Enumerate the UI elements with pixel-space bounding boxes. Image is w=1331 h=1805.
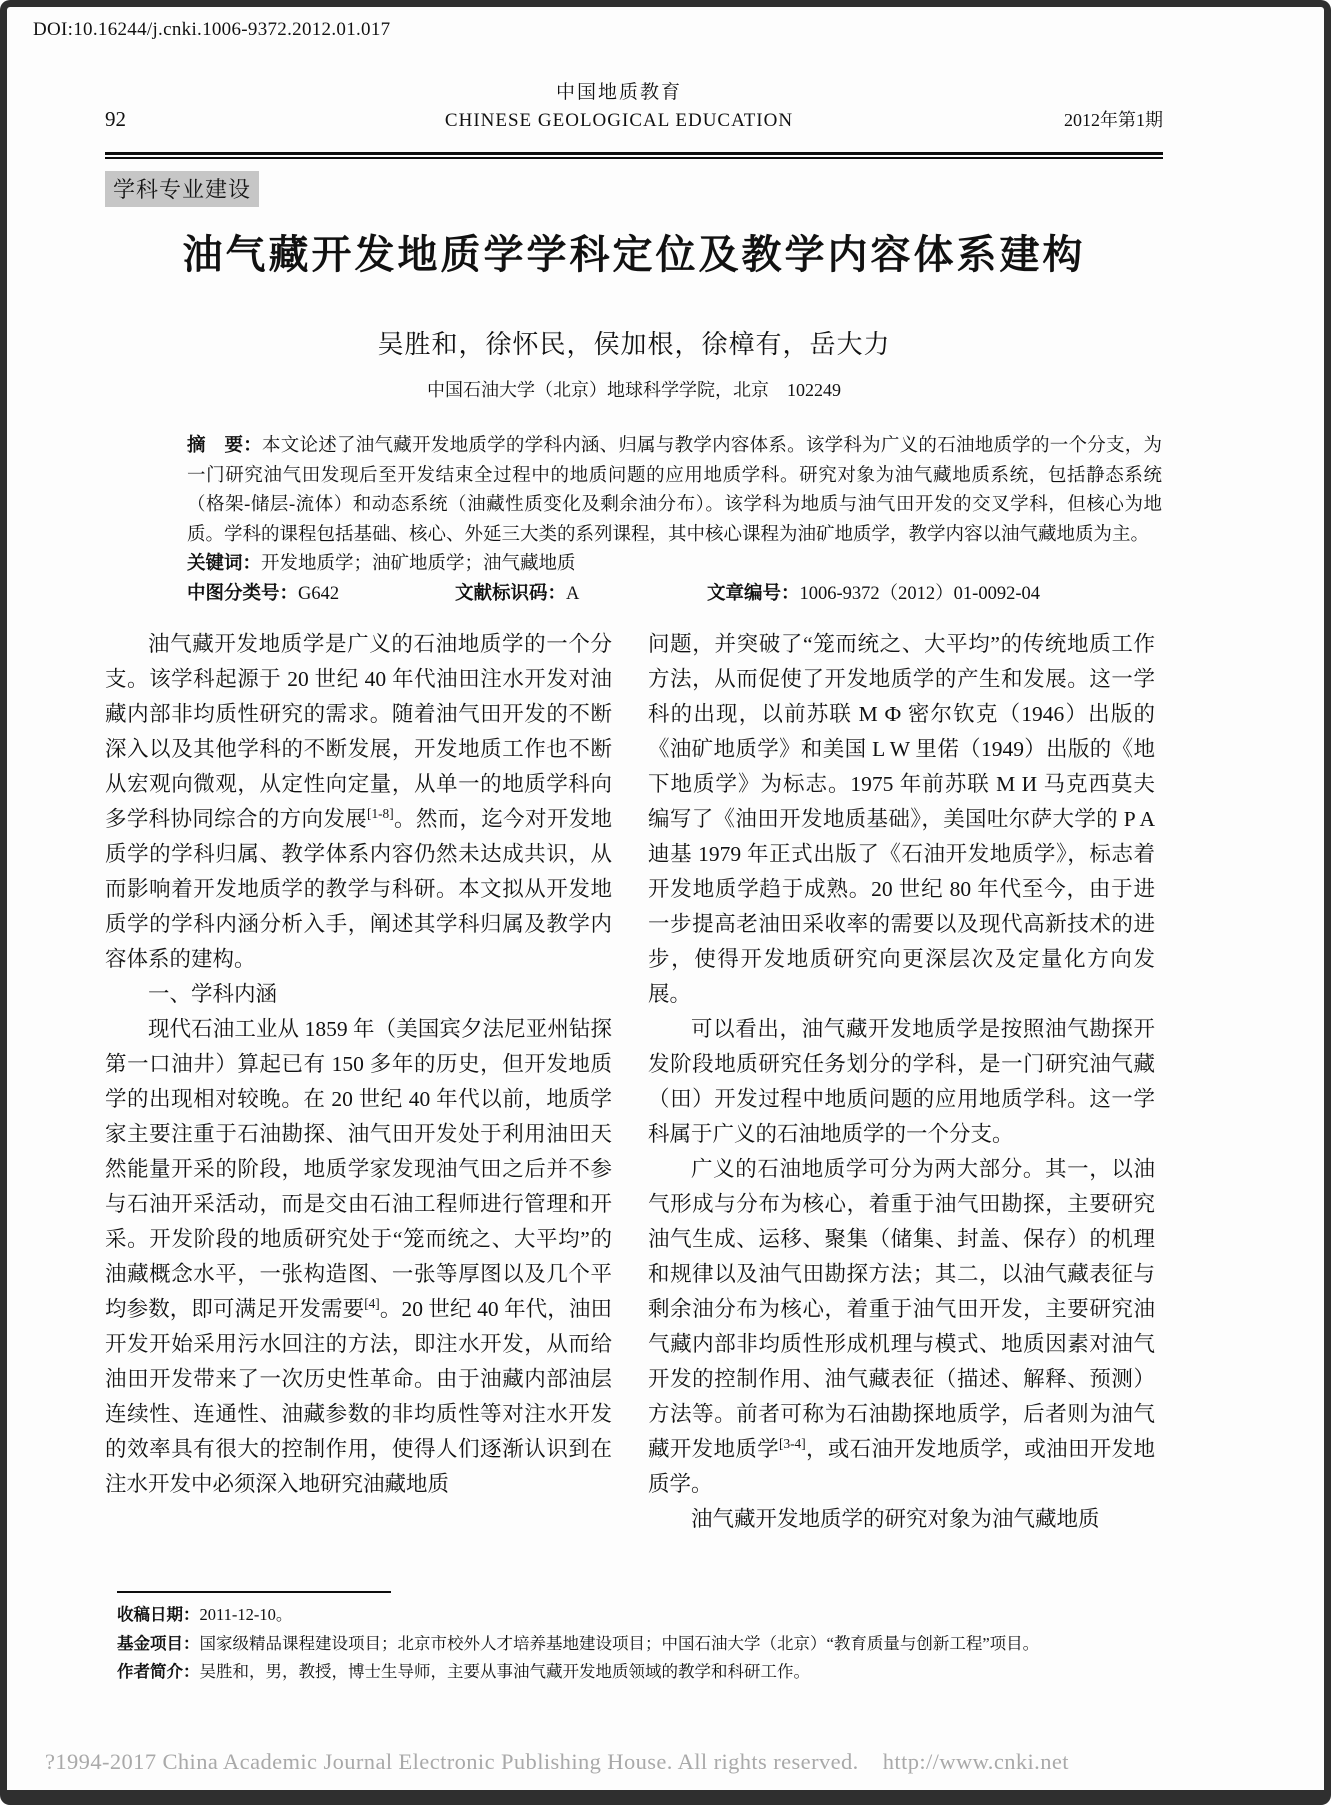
body-two-columns [105,627,1163,1537]
page-number: 92 [105,107,126,131]
body-paragraph: 油气藏开发地质学的研究对象为油气藏地质 [691,1507,1100,1531]
page-content [105,77,1163,1687]
footnote-divider [117,1591,391,1593]
body-column-left [105,627,612,1537]
issue-label: 2012年第1期 [1064,110,1163,130]
journal-name-en: CHINESE GEOLOGICAL EDUCATION [444,110,794,131]
body-paragraph: 问题，并突破了“笼而统之、大平均”的传统地质工作方法，从而促使了开发地质学的产生和发展。这一学科的出现，以前苏联 M Ф 密尔钦克（1946）出版的《油矿地质学》和美国 L W 里偌（1949）出版的《地下地质学》为标志。1975 年前苏联 М И 马克西莫夫编写了《油田开发地质基础》，美国吐尔萨大学的 P A 迪基 1979 年正式出版了《石油开发地质学》，标志着开发地质学趋于成熟。20 世纪 80 年代至今，由于进一步提高老油田采收率的需要以及现代高新技术的进步，使得开发地质研究向更深层次及定量化方向发展。 [648,632,1155,1006]
clc-label: 中图分类号： [187,583,299,604]
doc-code-value: A [566,583,580,604]
bio-text: 吴胜和，男，教授，博士生导师，主要从事油气藏开发地质领域的教学和科研工作。 [199,1662,810,1681]
section-heading-1: 一、学科内涵 [148,982,278,1006]
authors-line: 吴胜和，徐怀民，侯加根，徐樟有，岳大力 [377,330,891,359]
doc-code-segment [455,580,707,610]
body-paragraph: 现代石油工业从 1859 年（美国宾夕法尼亚州钻探第一口油井）算起已有 150 多年的历史，但开发地质学的出现相对较晚。在 20 世纪 40 年代以前，地质学家主要注重于石油勘探、油气田开发处于利用油田天然能量开采的阶段，地质学家发现油气田之后并不参与石油开采活动，而是交由石油工程师进行管理和开采。开发阶段的地质研究处于“笼而统之、大平均”的油藏概念水平，一张构造图、一张等厚图以及几个平均参数，即可满足开发需要[4]。20 世纪 40 年代，油田开发开始采用污水回注的方法，即注水开发，从而给油田开发带来了一次历史性革命。由于油藏内部油层连续性、连通性、油藏参数的非均质性等对注水开发的效率具有很大的控制作用，使得人们逐渐认识到在注水开发中必须深入地研究油藏地质 [105,1017,612,1496]
article-id-value: 1006-9372（2012）01-0092-04 [799,583,1040,604]
body-paragraph: 油气藏开发地质学是广义的石油地质学的一个分支。该学科起源于 20 世纪 40 年代油田注水开发对油藏内部非均质性研究的需求。随着油气田开发的不断深入以及其他学科的不断发展，开发地质工作也不断从宏观向微观，从定性向定量，从单一的地质学科向多学科协同综合的方向发展[1-8]。然而，迄今对开发地质学的学科归属、教学体系内容仍然未达成共识，从而影响着开发地质学的教学与科研。本文拟从开发地质学的学科内涵分析入手，阐述其学科归属及教学内容体系的建构。 [105,632,612,971]
keywords-text: 开发地质学；油矿地质学；油气藏地质 [261,554,576,574]
footnote-fund [117,1630,1163,1659]
fund-text: 国家级精品课程建设项目；北京市校外人才培养基地建设项目；中国石油大学（北京）“教育质量与创新工程”项目。 [199,1633,1040,1653]
article-id-label: 文章编号： [707,583,800,604]
abstract-label: 摘 要： [187,436,263,456]
section-badge: 学科专业建设 [105,171,259,207]
body-column-right [648,627,1155,1537]
journal-name-block [225,77,1013,132]
doi-line: DOI:10.16244/j.cnki.1006-9372.2012.01.017 [33,19,391,40]
journal-name-cn: 中国地质教育 [555,82,682,103]
abstract-text: 本文论述了油气藏开发地质学的学科内涵、归属与教学内容体系。该学科为广义的石油地质学的一个分支，为一门研究油气田发现后至开发结束全过程中的地质问题的应用地质学科。研究对象为油气藏地质系统，包括静态系统（格架-储层-流体）和动态系统（油藏性质变化及剩余油分布）。该学科为地质与油气田开发的交叉学科，但核心为地质。学科的课程包括基础、核心、外延三大类的系列课程，其中核心课程为油矿地质学，教学内容以油气藏地质为主。 [187,436,1162,545]
doc-code-label: 文献标识码： [455,583,567,604]
clc-segment [187,580,455,610]
abstract-paragraph [187,432,1162,550]
bio-label: 作者简介： [117,1662,200,1681]
cnki-watermark: ?1994-2017 China Academic Journal Electronic Publishing House. All rights reserved. http://www.cnki.net [45,1749,1069,1774]
article-title: 油气藏开发地质学学科定位及教学内容体系建构 [182,232,1086,277]
abstract-block [187,432,1162,609]
header-double-rule [105,152,1163,159]
journal-header [105,77,1163,132]
received-label: 收稿日期： [117,1605,200,1624]
fund-label: 基金项目： [117,1633,200,1653]
keywords-line [187,550,1162,580]
keywords-label: 关键词： [187,554,262,574]
body-paragraph: 广义的石油地质学可分为两大部分。其一，以油气形成与分布为核心，着重于油气田勘探，主要研究油气生成、运移、聚集（储集、封盖、保存）的机理和规律以及油气田勘探方法；其二，以油气藏表征与剩余油分布为核心，着重于油气田开发，主要研究油气藏内部非均质性形成机理与模式、地质因素对油气开发的控制作用、油气藏表征（描述、解释、预测）方法等。前者可称为石油勘探地质学，后者则为油气藏开发地质学[3-4]，或石油开发地质学，或油田开发地质学。 [648,1157,1155,1496]
footnotes-block [117,1601,1163,1687]
affiliation-line: 中国石油大学（北京）地球科学学院，北京 102249 [427,380,841,400]
article-id-segment [707,584,1040,604]
body-paragraph: 可以看出，油气藏开发地质学是按照油气勘探开发阶段地质研究任务划分的学科，是一门研究油气藏（田）开发过程中地质问题的应用地质学科。这一学科属于广义的石油地质学的一个分支。 [648,1017,1155,1146]
classification-line [187,580,1162,610]
clc-value: G642 [298,583,340,604]
received-text: 2011-12-10。 [199,1605,293,1624]
footnote-received [117,1601,1163,1630]
footnote-bio [117,1658,1163,1687]
